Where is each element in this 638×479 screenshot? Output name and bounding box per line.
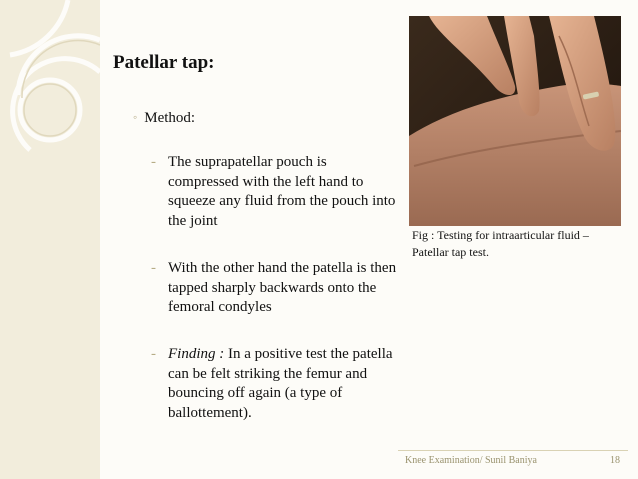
method-label: Method: [144, 110, 196, 126]
circle-bullet-icon: ◦ [133, 110, 138, 124]
ring-circle-1 [20, 80, 80, 140]
list-item [151, 345, 401, 423]
list-item [151, 259, 401, 318]
finding-label: Finding : [168, 346, 225, 362]
ring-arc-3 [13, 59, 100, 150]
footer-text: Knee Examination/ Sunil Baniya [405, 455, 537, 466]
slide-title: Patellar tap: [113, 52, 215, 73]
figure-caption: Fig : Testing for intraarticular fluid – Patellar tap test. [412, 228, 589, 259]
list-item [151, 153, 401, 231]
ring-arc-2 [10, 0, 68, 55]
point-text: In a positive test the patella can be felt striking the femur and bouncing off again (a type of ballottement). [168, 346, 393, 421]
dash-bullet-icon: - [151, 154, 156, 170]
dash-bullet-icon: - [151, 346, 156, 362]
patellar-tap-photo [409, 16, 621, 226]
method-bullet [133, 110, 195, 127]
decorative-rings [0, 0, 100, 479]
point-text: With the other hand the patella is then tapped sharply backwards onto the femoral condyles [168, 260, 397, 315]
point-text: The suprapatellar pouch is compressed with the left hand to squeeze any fluid from the pouch into the joint [168, 154, 396, 229]
dash-bullet-icon: - [151, 260, 156, 276]
footer-divider [398, 450, 628, 451]
page-number: 18 [610, 455, 620, 466]
ring-circle-shadow [24, 84, 76, 136]
